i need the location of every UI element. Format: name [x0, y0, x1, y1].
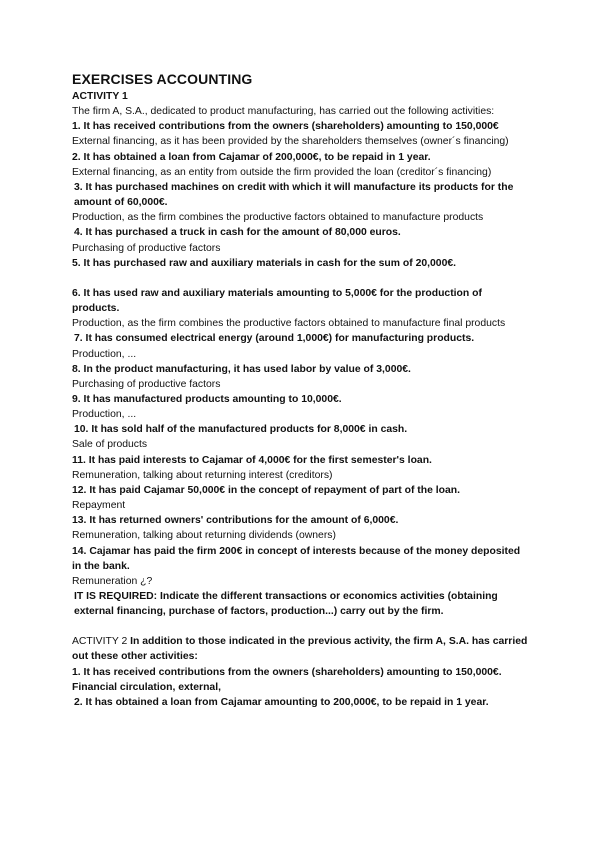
exercise-12-question: 12. It has paid Cajamar 50,000€ in the concept of repayment of part of the loan. [72, 484, 461, 496]
document-body [72, 70, 528, 710]
exercise-11-answer: Remuneration, talking about returning interest (creditors) [72, 469, 333, 481]
exercise-12-answer: Repayment [72, 500, 126, 512]
exercise-1-question: 1. It has received contributions from the owners (shareholders) amounting to 150,000€ [72, 121, 499, 133]
exercise-3-answer: Production, as the firm combines the productive factors obtained to manufacture products [72, 212, 484, 224]
exercise-7-answer: Production, ... [72, 348, 137, 360]
spacer [72, 271, 528, 286]
spacer [72, 619, 528, 634]
exercise-9-question: 9. It has manufactured products amounting to 10,000€. [72, 393, 342, 405]
exercise-8-question: 8. In the product manufacturing, it has used labor by value of 3,000€. [72, 363, 411, 375]
exercise-5-question: 5. It has purchased raw and auxiliary materials in cash for the sum of 20,000€. [72, 257, 457, 269]
activity-2-intro: In addition to those indicated in the previous activity, the firm A, S.A. has carried out these other activities: [72, 636, 528, 663]
activity-2-heading [72, 634, 528, 664]
activity-1-heading: ACTIVITY 1 [72, 91, 128, 102]
exercise-8-answer: Purchasing of productive factors [72, 378, 221, 390]
exercise-14-question: 14. Cajamar has paid the firm 200€ in concept of interests because of the money deposited in the bank. [72, 545, 521, 572]
exercise-10-answer: Sale of products [72, 439, 148, 451]
exercise-1-answer: External financing, as it has been provided by the shareholders themselves (owner´s financing) [72, 136, 509, 148]
exercise-2-question: 2. It has obtained a loan from Cajamar of 200,000€, to be repaid in 1 year. [72, 151, 431, 163]
required-instruction: IT IS REQUIRED: Indicate the different transactions or economics activities (obtaining external financing, purchase of factors, production...) carry out by the firm. [74, 591, 498, 618]
exercise-4-question: 4. It has purchased a truck in cash for the amount of 80,000 euros. [74, 227, 401, 239]
exercise-14-answer: Remuneration ¿? [72, 575, 153, 587]
exercise-10-question: 10. It has sold half of the manufactured products for 8,000€ in cash. [74, 424, 408, 436]
activity-2-exercise-2-question: 2. It has obtained a loan from Cajamar amounting to 200,000€, to be repaid in 1 year. [74, 696, 489, 708]
exercise-6-answer: Production, as the firm combines the productive factors obtained to manufacture final products [72, 318, 506, 330]
activity-2-exercise-1-question: 1. It has received contributions from the owners (shareholders) amounting to 150,000€. [72, 666, 502, 678]
exercise-2-answer: External financing, as an entity from outside the firm provided the loan (creditor´s financing) [72, 166, 492, 178]
page-title: EXERCISES ACCOUNTING [72, 71, 253, 87]
activity-1-intro: The firm A, S.A., dedicated to product manufacturing, has carried out the following activities: [72, 106, 495, 118]
exercise-11-question: 11. It has paid interests to Cajamar of 4,000€ for the first semester's loan. [72, 454, 432, 466]
activity-2-exercise-1-answer: Financial circulation, external, [72, 681, 221, 693]
exercise-7-question: 7. It has consumed electrical energy (around 1,000€) for manufacturing products. [74, 333, 475, 345]
exercise-13-question: 13. It has returned owners' contributions for the amount of 6,000€. [72, 515, 399, 527]
activity-2-label: ACTIVITY 2 [72, 636, 128, 648]
exercise-4-answer: Purchasing of productive factors [72, 242, 221, 254]
exercise-6-question: 6. It has used raw and auxiliary materials amounting to 5,000€ for the production of products. [72, 287, 482, 315]
exercise-13-answer: Remuneration, talking about returning dividends (owners) [72, 530, 336, 542]
exercise-9-answer: Production, ... [72, 409, 137, 421]
exercise-3-question: 3. It has purchased machines on credit with which it will manufacture its products for the amount of 60,000€. [74, 181, 514, 209]
